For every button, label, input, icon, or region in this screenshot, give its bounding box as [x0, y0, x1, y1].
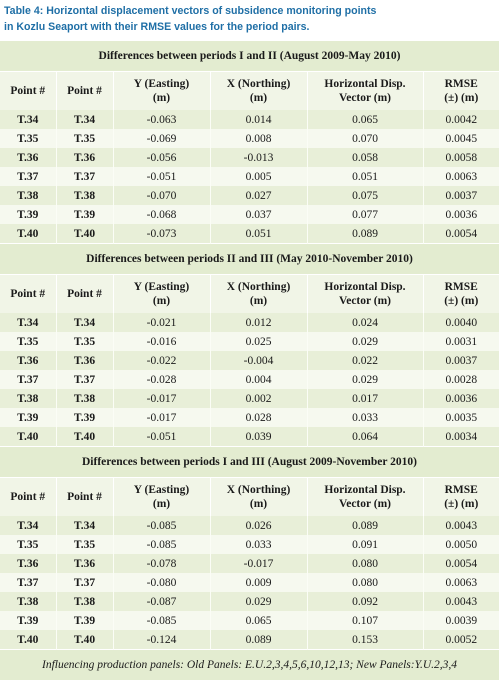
header-point-a [0, 478, 56, 517]
table-row [0, 148, 499, 167]
header-point-a-line-1: Point # [0, 287, 56, 301]
header-easting-line-1: Y (Easting) [114, 280, 210, 294]
point-a-cell: T.36 [0, 554, 56, 573]
rmse-cell: 0.0058 [423, 148, 499, 167]
point-a-cell: T.37 [0, 573, 56, 592]
header-easting-line-2: (m) [114, 497, 210, 511]
header-disp-vector-line-1: Horizontal Disp. [308, 280, 423, 294]
easting-cell: -0.051 [113, 427, 210, 447]
header-northing-line-1: X (Northing) [211, 483, 307, 497]
table-row [0, 167, 499, 186]
easting-cell: -0.078 [113, 554, 210, 573]
disp-vector-cell: 0.070 [307, 129, 423, 148]
header-easting-line-1: Y (Easting) [114, 483, 210, 497]
table-row [0, 110, 499, 129]
header-northing [210, 72, 307, 111]
header-point-b [56, 275, 113, 314]
header-point-a [0, 72, 56, 111]
rmse-cell: 0.0043 [423, 516, 499, 535]
section-title: Differences between periods I and III (August 2009-November 2010) [0, 447, 499, 478]
disp-vector-cell: 0.080 [307, 573, 423, 592]
disp-vector-cell: 0.107 [307, 611, 423, 630]
rmse-cell: 0.0063 [423, 573, 499, 592]
header-rmse-line-1: RMSE [424, 77, 499, 91]
easting-cell: -0.021 [113, 313, 210, 332]
point-a-cell: T.40 [0, 224, 56, 244]
header-point-b-line-1: Point # [57, 287, 113, 301]
disp-vector-cell: 0.051 [307, 167, 423, 186]
northing-cell: 0.012 [210, 313, 307, 332]
rmse-cell: 0.0045 [423, 129, 499, 148]
rmse-cell: 0.0037 [423, 351, 499, 370]
rmse-cell: 0.0043 [423, 592, 499, 611]
rmse-cell: 0.0054 [423, 224, 499, 244]
point-b-cell: T.35 [56, 129, 113, 148]
header-easting-line-2: (m) [114, 91, 210, 105]
header-disp-vector-line-2: Vector (m) [308, 294, 423, 308]
point-b-cell: T.40 [56, 427, 113, 447]
header-rmse-line-2: (±) (m) [424, 294, 499, 308]
point-b-cell: T.40 [56, 224, 113, 244]
header-point-a-line-1: Point # [0, 84, 56, 98]
header-disp-vector [307, 72, 423, 111]
section-title: Differences between periods I and II (August 2009-May 2010) [0, 41, 499, 72]
easting-cell: -0.087 [113, 592, 210, 611]
header-easting [113, 478, 210, 517]
header-rmse-line-1: RMSE [424, 280, 499, 294]
northing-cell: 0.027 [210, 186, 307, 205]
point-a-cell: T.35 [0, 129, 56, 148]
header-point-b-line-1: Point # [57, 490, 113, 504]
northing-cell: 0.008 [210, 129, 307, 148]
header-easting [113, 275, 210, 314]
easting-cell: -0.073 [113, 224, 210, 244]
northing-cell: 0.065 [210, 611, 307, 630]
rmse-cell: 0.0036 [423, 205, 499, 224]
column-header-row [0, 275, 499, 314]
easting-cell: -0.051 [113, 167, 210, 186]
section-title-row [0, 41, 499, 72]
easting-cell: -0.017 [113, 389, 210, 408]
header-disp-vector-line-2: Vector (m) [308, 497, 423, 511]
point-b-cell: T.34 [56, 110, 113, 129]
section-title: Differences between periods II and III (May 2010-November 2010) [0, 244, 499, 275]
rmse-cell: 0.0039 [423, 611, 499, 630]
disp-vector-cell: 0.033 [307, 408, 423, 427]
header-disp-vector-line-2: Vector (m) [308, 91, 423, 105]
point-b-cell: T.37 [56, 167, 113, 186]
point-a-cell: T.35 [0, 535, 56, 554]
table-row [0, 408, 499, 427]
header-point-b [56, 72, 113, 111]
header-northing-line-2: (m) [211, 497, 307, 511]
table-caption [4, 3, 494, 35]
rmse-cell: 0.0037 [423, 186, 499, 205]
point-a-cell: T.40 [0, 630, 56, 650]
northing-cell: -0.013 [210, 148, 307, 167]
header-disp-vector-line-1: Horizontal Disp. [308, 77, 423, 91]
section-title-row [0, 244, 499, 275]
rmse-cell: 0.0031 [423, 332, 499, 351]
header-northing-line-2: (m) [211, 294, 307, 308]
northing-cell: 0.029 [210, 592, 307, 611]
rmse-cell: 0.0040 [423, 313, 499, 332]
point-b-cell: T.36 [56, 351, 113, 370]
point-a-cell: T.36 [0, 351, 56, 370]
table-row [0, 630, 499, 650]
table-row [0, 186, 499, 205]
header-disp-vector [307, 478, 423, 517]
northing-cell: 0.039 [210, 427, 307, 447]
point-a-cell: T.34 [0, 110, 56, 129]
header-northing [210, 478, 307, 517]
easting-cell: -0.069 [113, 129, 210, 148]
northing-cell: 0.005 [210, 167, 307, 186]
rmse-cell: 0.0034 [423, 427, 499, 447]
point-b-cell: T.36 [56, 554, 113, 573]
disp-vector-cell: 0.153 [307, 630, 423, 650]
point-a-cell: T.39 [0, 611, 56, 630]
rmse-cell: 0.0063 [423, 167, 499, 186]
northing-cell: 0.014 [210, 110, 307, 129]
column-header-row [0, 478, 499, 517]
table-row [0, 351, 499, 370]
point-b-cell: T.37 [56, 370, 113, 389]
table-row [0, 427, 499, 447]
column-header-row [0, 72, 499, 111]
header-northing [210, 275, 307, 314]
footnote: Influencing production panels: Old Panels: E.U.2,3,4,5,6,10,12,13; New Panels:Y.U.2,3,4 [0, 650, 499, 680]
header-rmse-line-2: (±) (m) [424, 497, 499, 511]
disp-vector-cell: 0.017 [307, 389, 423, 408]
header-easting [113, 72, 210, 111]
header-rmse [423, 275, 499, 314]
easting-cell: -0.063 [113, 110, 210, 129]
point-a-cell: T.39 [0, 408, 56, 427]
table-row [0, 224, 499, 244]
table-row [0, 611, 499, 630]
displacement-table [0, 40, 499, 680]
table-row [0, 389, 499, 408]
northing-cell: 0.089 [210, 630, 307, 650]
point-b-cell: T.38 [56, 186, 113, 205]
header-disp-vector-line-1: Horizontal Disp. [308, 483, 423, 497]
disp-vector-cell: 0.029 [307, 332, 423, 351]
section-title-row [0, 447, 499, 478]
disp-vector-cell: 0.089 [307, 516, 423, 535]
header-easting-line-1: Y (Easting) [114, 77, 210, 91]
easting-cell: -0.124 [113, 630, 210, 650]
point-b-cell: T.39 [56, 408, 113, 427]
footnote-row [0, 650, 499, 680]
table-row [0, 573, 499, 592]
easting-cell: -0.070 [113, 186, 210, 205]
northing-cell: 0.028 [210, 408, 307, 427]
disp-vector-cell: 0.029 [307, 370, 423, 389]
table-row [0, 313, 499, 332]
point-b-cell: T.38 [56, 389, 113, 408]
table-row [0, 332, 499, 351]
northing-cell: 0.025 [210, 332, 307, 351]
disp-vector-cell: 0.075 [307, 186, 423, 205]
caption-line-1: Table 4: Horizontal displacement vectors of subsidence monitoring points [4, 3, 494, 19]
point-a-cell: T.37 [0, 167, 56, 186]
point-a-cell: T.38 [0, 186, 56, 205]
rmse-cell: 0.0054 [423, 554, 499, 573]
header-northing-line-1: X (Northing) [211, 77, 307, 91]
northing-cell: 0.037 [210, 205, 307, 224]
header-northing-line-2: (m) [211, 91, 307, 105]
point-b-cell: T.38 [56, 592, 113, 611]
point-a-cell: T.38 [0, 592, 56, 611]
easting-cell: -0.080 [113, 573, 210, 592]
point-b-cell: T.35 [56, 535, 113, 554]
easting-cell: -0.016 [113, 332, 210, 351]
rmse-cell: 0.0028 [423, 370, 499, 389]
table-row [0, 535, 499, 554]
point-b-cell: T.36 [56, 148, 113, 167]
disp-vector-cell: 0.089 [307, 224, 423, 244]
disp-vector-cell: 0.064 [307, 427, 423, 447]
rmse-cell: 0.0036 [423, 389, 499, 408]
header-rmse-line-2: (±) (m) [424, 91, 499, 105]
rmse-cell: 0.0052 [423, 630, 499, 650]
disp-vector-cell: 0.080 [307, 554, 423, 573]
point-a-cell: T.36 [0, 148, 56, 167]
point-a-cell: T.34 [0, 313, 56, 332]
easting-cell: -0.022 [113, 351, 210, 370]
rmse-cell: 0.0050 [423, 535, 499, 554]
header-point-b [56, 478, 113, 517]
northing-cell: 0.004 [210, 370, 307, 389]
point-b-cell: T.34 [56, 313, 113, 332]
northing-cell: 0.002 [210, 389, 307, 408]
northing-cell: -0.017 [210, 554, 307, 573]
disp-vector-cell: 0.058 [307, 148, 423, 167]
point-a-cell: T.38 [0, 389, 56, 408]
table-row [0, 516, 499, 535]
easting-cell: -0.028 [113, 370, 210, 389]
disp-vector-cell: 0.022 [307, 351, 423, 370]
header-rmse-line-1: RMSE [424, 483, 499, 497]
table-row [0, 592, 499, 611]
point-b-cell: T.40 [56, 630, 113, 650]
point-a-cell: T.37 [0, 370, 56, 389]
disp-vector-cell: 0.092 [307, 592, 423, 611]
rmse-cell: 0.0042 [423, 110, 499, 129]
rmse-cell: 0.0035 [423, 408, 499, 427]
point-a-cell: T.39 [0, 205, 56, 224]
header-point-a-line-1: Point # [0, 490, 56, 504]
point-b-cell: T.39 [56, 611, 113, 630]
easting-cell: -0.017 [113, 408, 210, 427]
caption-line-2: in Kozlu Seaport with their RMSE values for the period pairs. [4, 19, 494, 35]
northing-cell: 0.009 [210, 573, 307, 592]
header-northing-line-1: X (Northing) [211, 280, 307, 294]
point-b-cell: T.39 [56, 205, 113, 224]
table-row [0, 370, 499, 389]
point-b-cell: T.37 [56, 573, 113, 592]
header-point-b-line-1: Point # [57, 84, 113, 98]
point-b-cell: T.34 [56, 516, 113, 535]
table-row [0, 129, 499, 148]
northing-cell: 0.026 [210, 516, 307, 535]
easting-cell: -0.085 [113, 535, 210, 554]
point-a-cell: T.40 [0, 427, 56, 447]
northing-cell: 0.033 [210, 535, 307, 554]
point-a-cell: T.34 [0, 516, 56, 535]
table-row [0, 554, 499, 573]
point-a-cell: T.35 [0, 332, 56, 351]
disp-vector-cell: 0.065 [307, 110, 423, 129]
disp-vector-cell: 0.024 [307, 313, 423, 332]
easting-cell: -0.085 [113, 516, 210, 535]
table-row [0, 205, 499, 224]
disp-vector-cell: 0.077 [307, 205, 423, 224]
easting-cell: -0.056 [113, 148, 210, 167]
disp-vector-cell: 0.091 [307, 535, 423, 554]
header-point-a [0, 275, 56, 314]
point-b-cell: T.35 [56, 332, 113, 351]
northing-cell: 0.051 [210, 224, 307, 244]
header-rmse [423, 72, 499, 111]
northing-cell: -0.004 [210, 351, 307, 370]
header-disp-vector [307, 275, 423, 314]
header-rmse [423, 478, 499, 517]
easting-cell: -0.085 [113, 611, 210, 630]
header-easting-line-2: (m) [114, 294, 210, 308]
easting-cell: -0.068 [113, 205, 210, 224]
